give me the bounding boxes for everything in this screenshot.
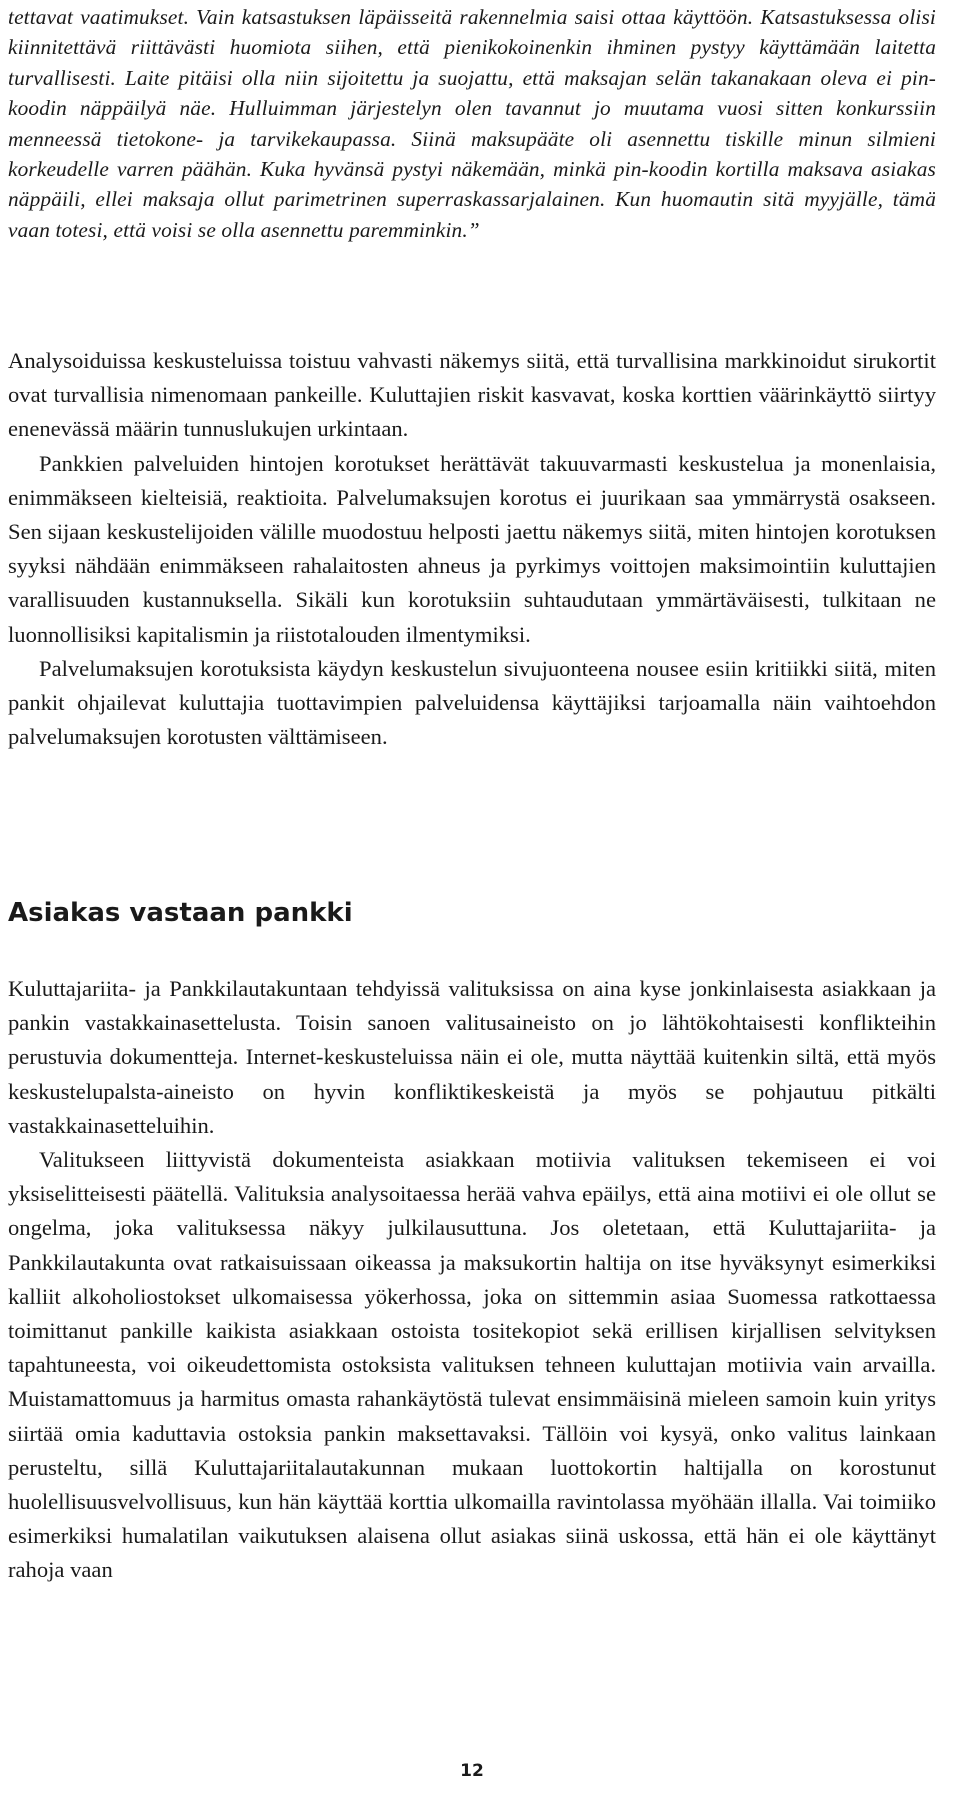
body-section-2 bbox=[8, 972, 936, 1588]
paragraph: Valitukseen liittyvistä dokumenteista asiakkaan motiivia valituksen tekemiseen ei voi yksiselitteisesti päätellä. Valituksia analysoitaessa herää vahva epäilys, että aina motiivi ei ole ollut se ongelma, joka valituksessa näkyy julkilausuttuna. Jos oletetaan, että Kuluttajariita- ja Pankkilautakunta ovat ratkaisuissaan oikeassa ja maksukortin haltija on itse hyväksynyt esimerkiksi kalliit alkoholiostokset ulkomaisessa yökerhossa, joka on sittemmin asiaa Suomessa ratkottaessa toimittanut pankille kaikista asiakkaan ostoista tositekopiot sekä erillisen kirjallisen selvityksen tapahtuneesta, voi oikeudettomista ostoksista valituksen tehneen kuluttajan motiivia vain arvailla. Muistamattomuus ja harmitus omasta rahankäytöstä tulevat ensimmäisinä mieleen samoin kuin yritys siirtää omia kaduttavia ostoksia pankin maksettavaksi. Tällöin voi kysyä, onko valitus lainkaan perusteltu, sillä Kuluttajariitalautakunnan mukaan luottokortin haltijalla on korostunut huolellisuusvelvollisuus, kun hän käyttää korttia ulkomailla ravintolassa myöhään illalla. Vai toimiiko esimerkiksi humalatilan vaikutuksen alaisena ollut asiakas siinä uskossa, että hän ei ole käyttänyt rahoja vaan bbox=[8, 1147, 936, 1583]
quoted-forum-post bbox=[8, 2, 936, 245]
page-number: 12 bbox=[460, 1761, 484, 1781]
section-heading: Asiakas vastaan pankki bbox=[8, 898, 353, 928]
paragraph: Pankkien palveluiden hintojen korotukset herättävät takuuvarmasti keskustelua ja monenlaisia, enimmäkseen kielteisiä, reaktioita. Palvelumaksujen korotus ei juurikaan saa ymmärrystä osakseen. Sen sijaan keskustelijoiden välille muodostuu helposti jaettu näkemys siitä, miten hintojen korotuksen syyksi nähdään enimmäkseen rahalaitosten ahneus ja pyrkimys voittojen maksimointiin kuluttajien varallisuuden kustannuksella. Sikäli kun korotuksiin suhtaudutaan ymmärtäväisesti, tulkitaan ne luonnollisiksi kapitalismin ja riistotalouden ilmentymiksi. bbox=[8, 450, 936, 647]
quote-text: tettavat vaatimukset. Vain katsastuksen läpäisseitä rakennelmia saisi ottaa käyttöön. Katsastuksessa olisi kiinnitettävä riittävästi huomiota siihen, että pienikokoinenkin ihminen pystyy käyttämään laitetta turvallisesti. Laite pitäisi olla niin sijoitettu ja suojattu, että maksajan selän takanakaan oleva ei pin-koodin näppäilyä näe. Hulluimman järjestelyn olen tavannut jo muutama vuosi sitten konkurssiin menneessä tietokone- ja tarvikekaupassa. Siinä maksupääte oli asennettu tiskille minun silmieni korkeudelle varren päähän. Kuka hyvänsä pystyi näkemään, minkä pin-koodin kortilla maksava asiakas näppäili, ellei maksaja ollut parimetrinen superraskassarjalainen. Kun huomautin sitä myyjälle, tämä vaan totesi, että voisi se olla asennettu paremminkin.” bbox=[8, 5, 936, 242]
paragraph: Palvelumaksujen korotuksista käydyn keskustelun sivujuonteena nousee esiin kritiikki siitä, miten pankit ohjailevat kuluttajia tuottavimpien palveluidensa käyttäjiksi tarjoamalla näin vaihtoehdon palvelumaksujen korotusten välttämiseen. bbox=[8, 655, 936, 750]
body-section-1 bbox=[8, 344, 936, 754]
paragraph: Kuluttajariita- ja Pankkilautakuntaan tehdyissä valituksissa on aina kyse jonkinlaisesta asiakkaan ja pankin vastakkainasettelusta. Toisin sanoen valitusaineisto on jo lähtökohtaisesti konflikteihin perustuvia dokumentteja. Internet-keskusteluissa näin ei ole, mutta näyttää kuitenkin siltä, että myös keskustelupalsta-aineisto on hyvin konfliktikeskeistä ja myös se pohjautuu pitkälti vastakkainasetteluihin. bbox=[8, 976, 936, 1138]
paragraph: Analysoiduissa keskusteluissa toistuu vahvasti näkemys siitä, että turvallisina markkinoidut sirukortit ovat turvallisia nimenomaan pankeille. Kuluttajien riskit kasvavat, koska korttien väärinkäyttö siirtyy enenevässä määrin tunnuslukujen urkintaan. bbox=[8, 348, 936, 442]
